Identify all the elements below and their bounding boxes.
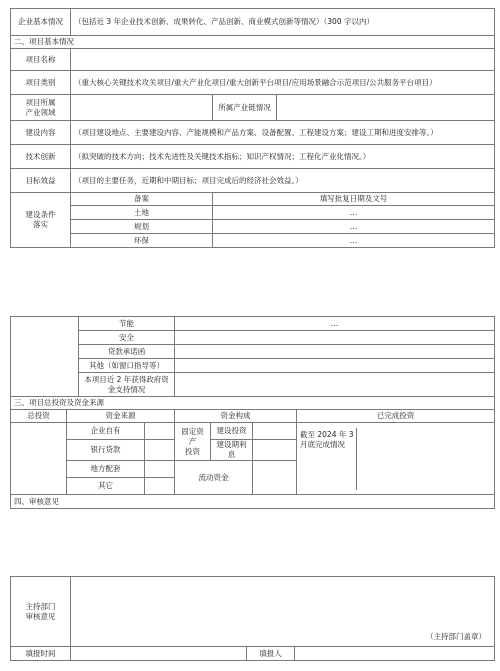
done-note-line2: 月底完成情况	[300, 439, 345, 449]
fixed-item: 建设投资	[211, 423, 253, 440]
filler-field[interactable]	[295, 647, 495, 661]
fixed-assets-label	[175, 423, 211, 461]
source-item: 其它	[67, 478, 145, 495]
done-note-line1: 截至 2024 年 3	[300, 429, 354, 439]
project-name-field[interactable]	[71, 49, 495, 71]
project-field-label-line1: 项目所属	[25, 97, 56, 107]
form-part-2	[10, 316, 494, 509]
project-basic-table	[10, 8, 495, 248]
condition-item: 土地	[71, 206, 213, 220]
conditions-label	[11, 193, 71, 248]
project-category-field[interactable]: （重大核心关键技术攻关项目/重大产业化项目/重大创新平台项目/应用场景融合示范项目/公共服务平台项目）	[71, 71, 495, 95]
conditions-header-item: 备案	[71, 193, 213, 206]
structure-header: 资金构成	[175, 410, 297, 423]
project-field-value[interactable]	[71, 95, 213, 121]
conditions-header-detail: 填写批复日期及文号	[213, 193, 495, 206]
source-value[interactable]	[145, 423, 175, 440]
working-capital-value[interactable]	[253, 461, 297, 495]
project-name-label: 项目名称	[11, 49, 71, 71]
condition-detail[interactable]: …	[213, 220, 495, 234]
company-info-label: 企业基本情况	[11, 9, 71, 36]
conditions-label-line2: 落实	[33, 220, 48, 229]
done-note	[300, 430, 356, 488]
condition-detail[interactable]: …	[213, 206, 495, 220]
total-invest-field[interactable]	[11, 423, 67, 495]
goals-label: 目标效益	[11, 169, 71, 193]
condition-item: 环保	[71, 234, 213, 248]
condition-item: 其他（如窗口指导等）	[79, 359, 175, 373]
done-value[interactable]	[356, 428, 491, 490]
gov-support-label	[79, 373, 175, 397]
condition-detail[interactable]: …	[175, 317, 495, 331]
condition-item: 安全	[79, 331, 175, 345]
source-item: 企业自有	[67, 423, 145, 440]
condition-item: 规划	[71, 220, 213, 234]
section-4-heading: 四、审核意见	[11, 495, 495, 509]
opinion-label-line2: 审核意见	[25, 611, 56, 621]
done-invest-header: 已完成投资	[297, 410, 495, 423]
section-2-heading: 二、项目基本情况	[11, 36, 495, 49]
opinion-label-line1: 主持部门	[25, 601, 56, 611]
condition-detail[interactable]	[175, 345, 495, 359]
gov-support-line2: 金支持情况	[107, 384, 146, 394]
source-value[interactable]	[145, 440, 175, 461]
opinion-table	[10, 576, 495, 661]
source-value[interactable]	[145, 461, 175, 478]
content-label: 建设内容	[11, 121, 71, 145]
fixed-value[interactable]	[253, 423, 297, 440]
conditions-label-line1: 建设条件	[25, 210, 56, 219]
opinion-label	[11, 577, 71, 647]
fixed-item: 建设期利息	[211, 440, 253, 461]
opinion-field[interactable]	[71, 577, 495, 647]
fixed-assets-line1: 固定资产	[181, 426, 204, 446]
total-invest-header: 总投资	[11, 410, 67, 423]
condition-detail[interactable]	[175, 359, 495, 373]
seal-note: （主持部门盖章）	[426, 632, 487, 641]
project-field-label-line2: 产业领域	[25, 107, 56, 117]
project-field-label	[11, 95, 71, 121]
industry-chain-field[interactable]	[277, 95, 495, 121]
continued-table	[10, 316, 495, 509]
innovation-field[interactable]: （拟突破的技术方向；技术先进性及关键技术指标；知识产权情况；工程化产业化情况。）	[71, 145, 495, 169]
form-part-1	[10, 8, 494, 248]
condition-item: 节能	[79, 317, 175, 331]
working-capital-label: 流动资金	[175, 461, 253, 495]
source-item: 银行贷款	[67, 440, 145, 461]
content-field[interactable]: （项目建设地点、主要建设内容、产能规模和产品方案、设备配置、工程建设方案；建设工期和进度安排等。）	[71, 121, 495, 145]
source-item: 地方配套	[67, 461, 145, 478]
gov-support-line1: 本项目近 2 年获得政府资	[84, 374, 169, 384]
conditions-label-continued	[11, 317, 79, 397]
condition-detail[interactable]	[175, 331, 495, 345]
condition-detail[interactable]: …	[213, 234, 495, 248]
fixed-assets-line2: 投资	[185, 446, 200, 456]
section-3-heading: 三、项目总投资及资金来源	[11, 397, 495, 410]
goals-field[interactable]: （项目的主要任务，近期和中期目标；项目完成后的经济社会效益。）	[71, 169, 495, 193]
fixed-value[interactable]	[253, 440, 297, 461]
fill-date-field[interactable]	[71, 647, 247, 661]
gov-support-field[interactable]	[175, 373, 495, 397]
source-header: 资金来源	[67, 410, 175, 423]
industry-chain-label: 所属产业链情况	[213, 95, 277, 121]
filler-label: 填报人	[247, 647, 295, 661]
done-invest-field[interactable]	[297, 423, 495, 495]
source-value[interactable]	[145, 478, 175, 495]
condition-item: 贷款承诺函	[79, 345, 175, 359]
fill-date-label: 填报时间	[11, 647, 71, 661]
innovation-label: 技术创新	[11, 145, 71, 169]
project-category-label: 项目类别	[11, 71, 71, 95]
company-info-field[interactable]: （包括近 3 年企业技术创新、成果转化、产品创新、商业模式创新等情况）（300 字以内）	[71, 9, 495, 36]
form-part-3	[10, 576, 494, 661]
